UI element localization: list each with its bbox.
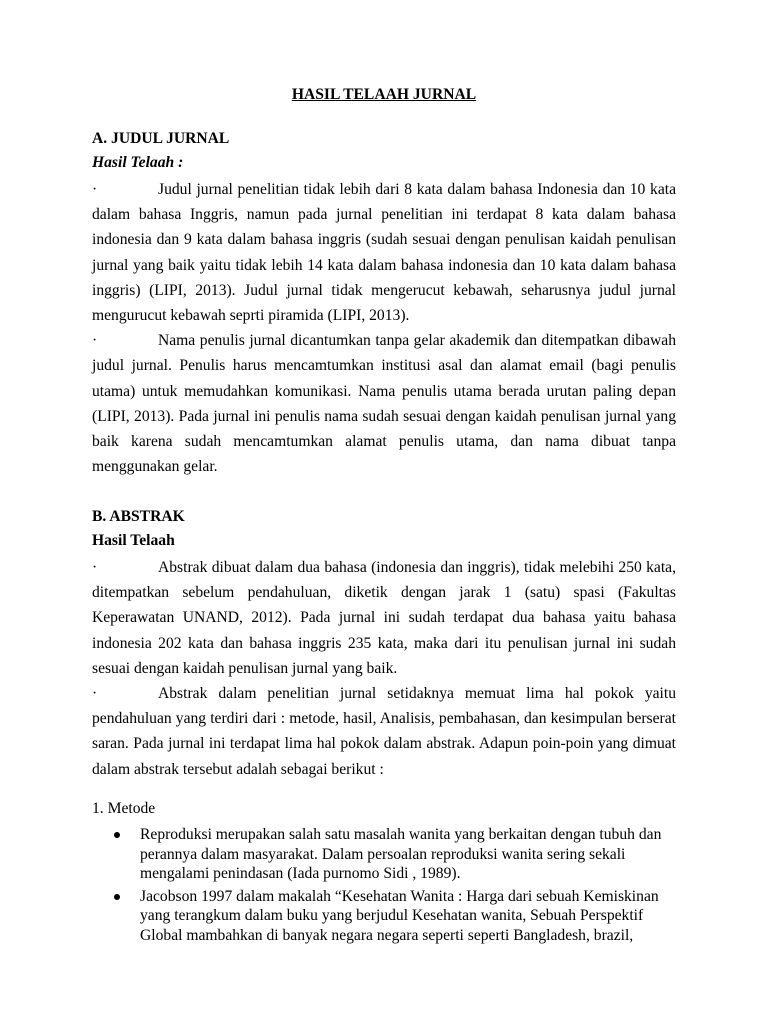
bullet-marker: · <box>92 559 98 576</box>
list-label: 1. Metode <box>92 800 156 817</box>
list-item <box>92 887 676 946</box>
paragraph-text: Nama penulis jurnal dicantumkan tanpa gelar akademik dan ditempatkan dibawah judul jurnal. Penulis harus mencamtumkan institusi asal dan alamat email (bagi penulis utama) untuk memudahkan komunikasi. Nama penulis utama berada urutan paling depan (LIPI, 2013). Pada jurnal ini penulis nama sudah sesuai dengan kaidah penulisan jurnal yang baik karena sudah mencamtumkan alamat penulis utama, dan nama dibuat tanpa menggunakan gelar. <box>92 332 676 476</box>
bullet-marker: · <box>92 685 98 703</box>
list-item <box>92 825 676 884</box>
section-b-subheading: Hasil Telaah <box>92 532 175 549</box>
paragraph-text: Abstrak dalam penelitian jurnal setidaknya memuat lima hal pokok yaitu pendahuluan yang terdiri dari : metode, hasil, Analisis, pembahasan, dan kesimpulan berserat saran. Pada jurnal ini terdapat lima hal pokok dalam abstrak. Adapun poin-poin yang dimuat dalam abstrak tersebut adalah sebagai berikut : <box>92 685 676 778</box>
bullet-dot-icon <box>114 894 120 900</box>
bullet-dot-icon <box>114 832 120 838</box>
paragraph-text: Abstrak dibuat dalam dua bahasa (indonesia dan inggris), tidak melebihi 250 kata, ditempatkan sebelum pendahuluan, diketik dengan jarak 1 (satu) spasi (Fakultas Keperawatan UNAND, 2012). Pada jurnal ini sudah terdapat dua bahasa yaitu bahasa indonesia 202 kata dan bahasa inggris 235 kata, maka dari itu penulisan jurnal ini sudah sesuai dengan kaidah penulisan jurnal yang baik. <box>92 559 676 677</box>
section-judul-jurnal <box>92 127 676 479</box>
section-b-paragraph-2 <box>92 681 676 782</box>
section-b-heading: B. ABSTRAK <box>92 508 185 525</box>
document-title: HASIL TELAAH JURNAL <box>291 86 477 103</box>
metode-list-section <box>92 797 676 948</box>
section-a-subheading: Hasil Telaah : <box>92 154 184 171</box>
section-a-paragraph-2 <box>92 328 676 479</box>
paragraph-text: Judul jurnal penelitian tidak lebih dari 8 kata dalam bahasa Indonesia dan 10 kata dalam bahasa Inggris, namun pada jurnal penelitian ini terdapat 8 kata dalam bahasa indonesia dan 9 kata dalam bahasa inggris (sudah sesuai dengan penulisan kaidah penulisan jurnal yang baik yaitu tidak lebih 14 kata dalam bahasa indonesia dan 10 kata dalam bahasa inggris) (LIPI, 2013). Judul jurnal tidak mengerucut kebawah, seharusnya judul jurnal mengurucut kebawah seprti piramida (LIPI, 2013). <box>92 181 676 325</box>
bullet-marker: · <box>92 332 98 350</box>
list-item-text: Jacobson 1997 dalam makalah “Kesehatan Wanita : Harga dari sebuah Kemiskinan yang terangkum dalam buku yang berjudul Kesehatan wanita, Sebuah Perspektif Global mambahkan di banyak negara negara seperti seperti Bangladesh, brazil, <box>140 887 659 944</box>
section-b-paragraph-1 <box>92 555 676 681</box>
section-abstrak <box>92 505 676 782</box>
section-a-heading: A. JUDUL JURNAL <box>92 130 230 147</box>
bullet-list <box>92 825 676 945</box>
section-a-paragraph-1 <box>92 177 676 328</box>
list-item-text: Reproduksi merupakan salah satu masalah wanita yang berkaitan dengan tubuh dan perannya dalam masyarakat. Dalam persoalan reproduksi wanita sering sekali mengalami penindasan (Iada purnomo Sidi , 1989). <box>140 826 662 882</box>
bullet-marker: · <box>92 181 98 198</box>
